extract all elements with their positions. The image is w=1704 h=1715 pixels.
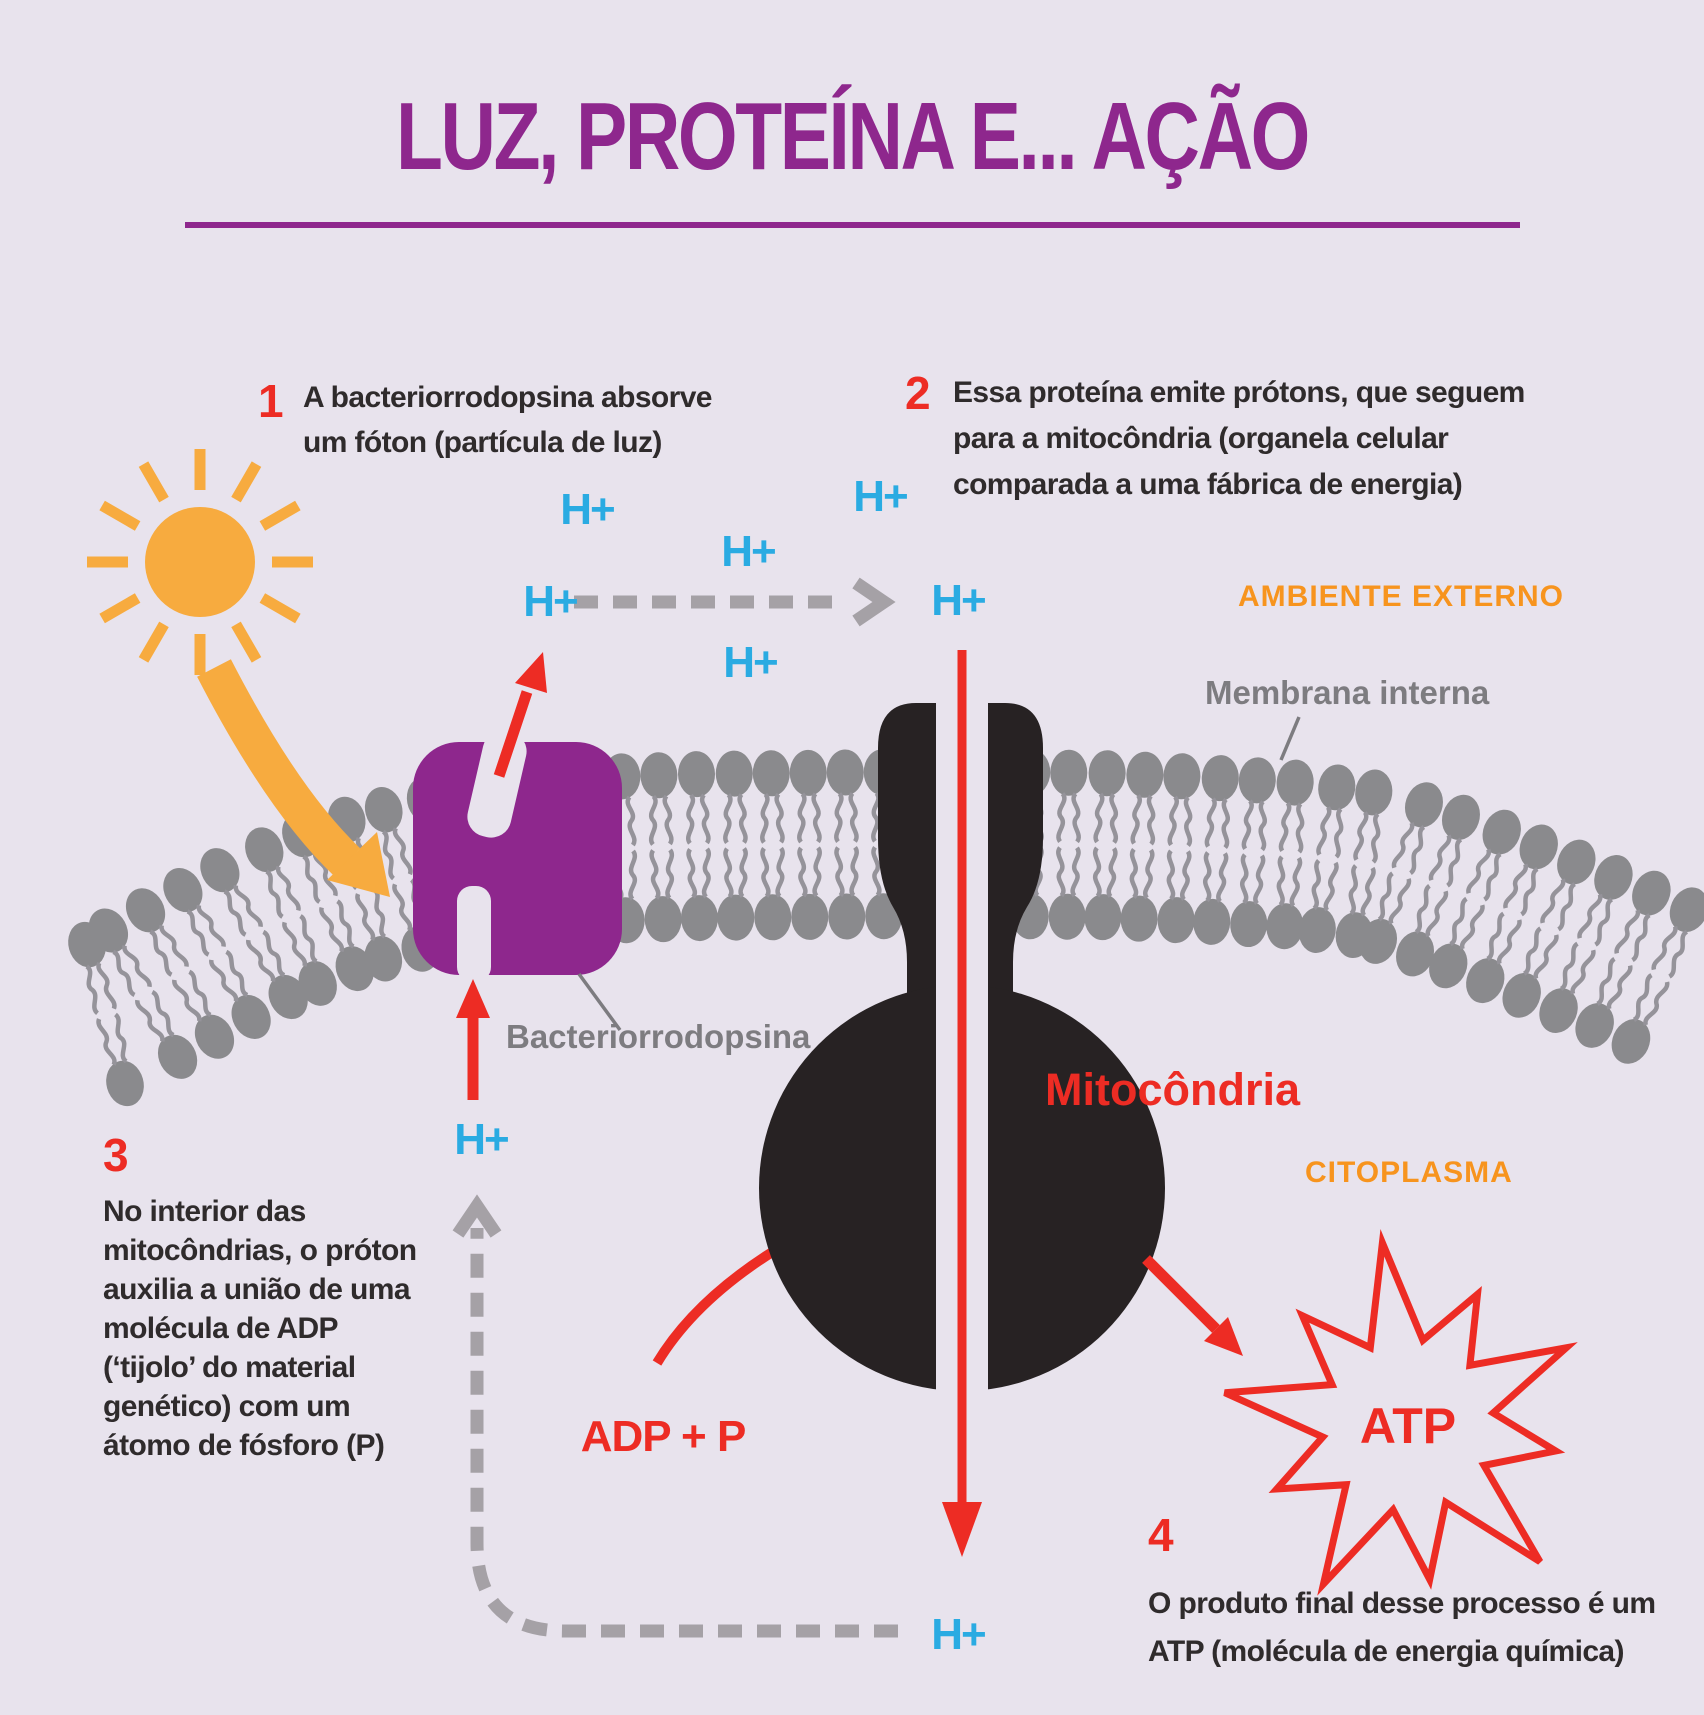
proton-entry-arrow-icon: [456, 979, 490, 1100]
atp-label: ATP: [1359, 1398, 1457, 1454]
citoplasma-label: CITOPLASMA: [1305, 1156, 1513, 1189]
step-3-text: No interior das mitocôndrias, o próton auxilia a união de uma molécula de ADP (‘tijolo’ do material genético) com um átomo de fósforo (P): [103, 1195, 417, 1462]
photon-arrow-icon: [214, 668, 390, 897]
bacteriorhodopsin-protein: [413, 726, 622, 982]
proton-label: H+: [523, 577, 577, 626]
atp-output-arrow-icon: [1146, 1259, 1243, 1356]
page-title: LUZ, PROTEÍNA E... AÇÃO: [396, 83, 1308, 190]
title-underline: [185, 222, 1520, 228]
step-1-number: 1: [258, 375, 284, 427]
step-2-number: 2: [905, 367, 931, 419]
proton-label: H+: [931, 1610, 985, 1659]
proton-label: H+: [723, 638, 777, 687]
sun-icon: [87, 449, 313, 675]
mitocondria-label: Mitocôndria: [1045, 1064, 1300, 1115]
membrane-leader-line: [1281, 717, 1299, 760]
proton-label: H+: [560, 485, 614, 534]
proton-path-arrow-icon: [574, 583, 884, 621]
step-3-number: 3: [103, 1129, 129, 1181]
proton-label: H+: [721, 527, 775, 576]
step-4-text: O produto final desse processo é um ATP (molécula de energia química): [1148, 1587, 1656, 1668]
proton-label: H+: [853, 472, 907, 521]
proton-label: H+: [931, 576, 985, 625]
bacteriorrodopsina-label: Bacteriorrodopsina: [506, 1018, 811, 1055]
ambiente-externo-label: AMBIENTE EXTERNO: [1238, 580, 1565, 613]
membrana-interna-label: Membrana interna: [1205, 674, 1490, 711]
step-2-text: Essa proteína emite prótons, que seguem para a mitocôndria (organela celular comparada a uma fábrica de energia): [953, 376, 1525, 501]
step-1-text: A bacteriorrodopsina absorve um fóton (partícula de luz): [303, 381, 712, 459]
adp-label: ADP + P: [580, 1412, 746, 1461]
proton-label: H+: [454, 1115, 508, 1164]
step-4-number: 4: [1148, 1509, 1174, 1561]
